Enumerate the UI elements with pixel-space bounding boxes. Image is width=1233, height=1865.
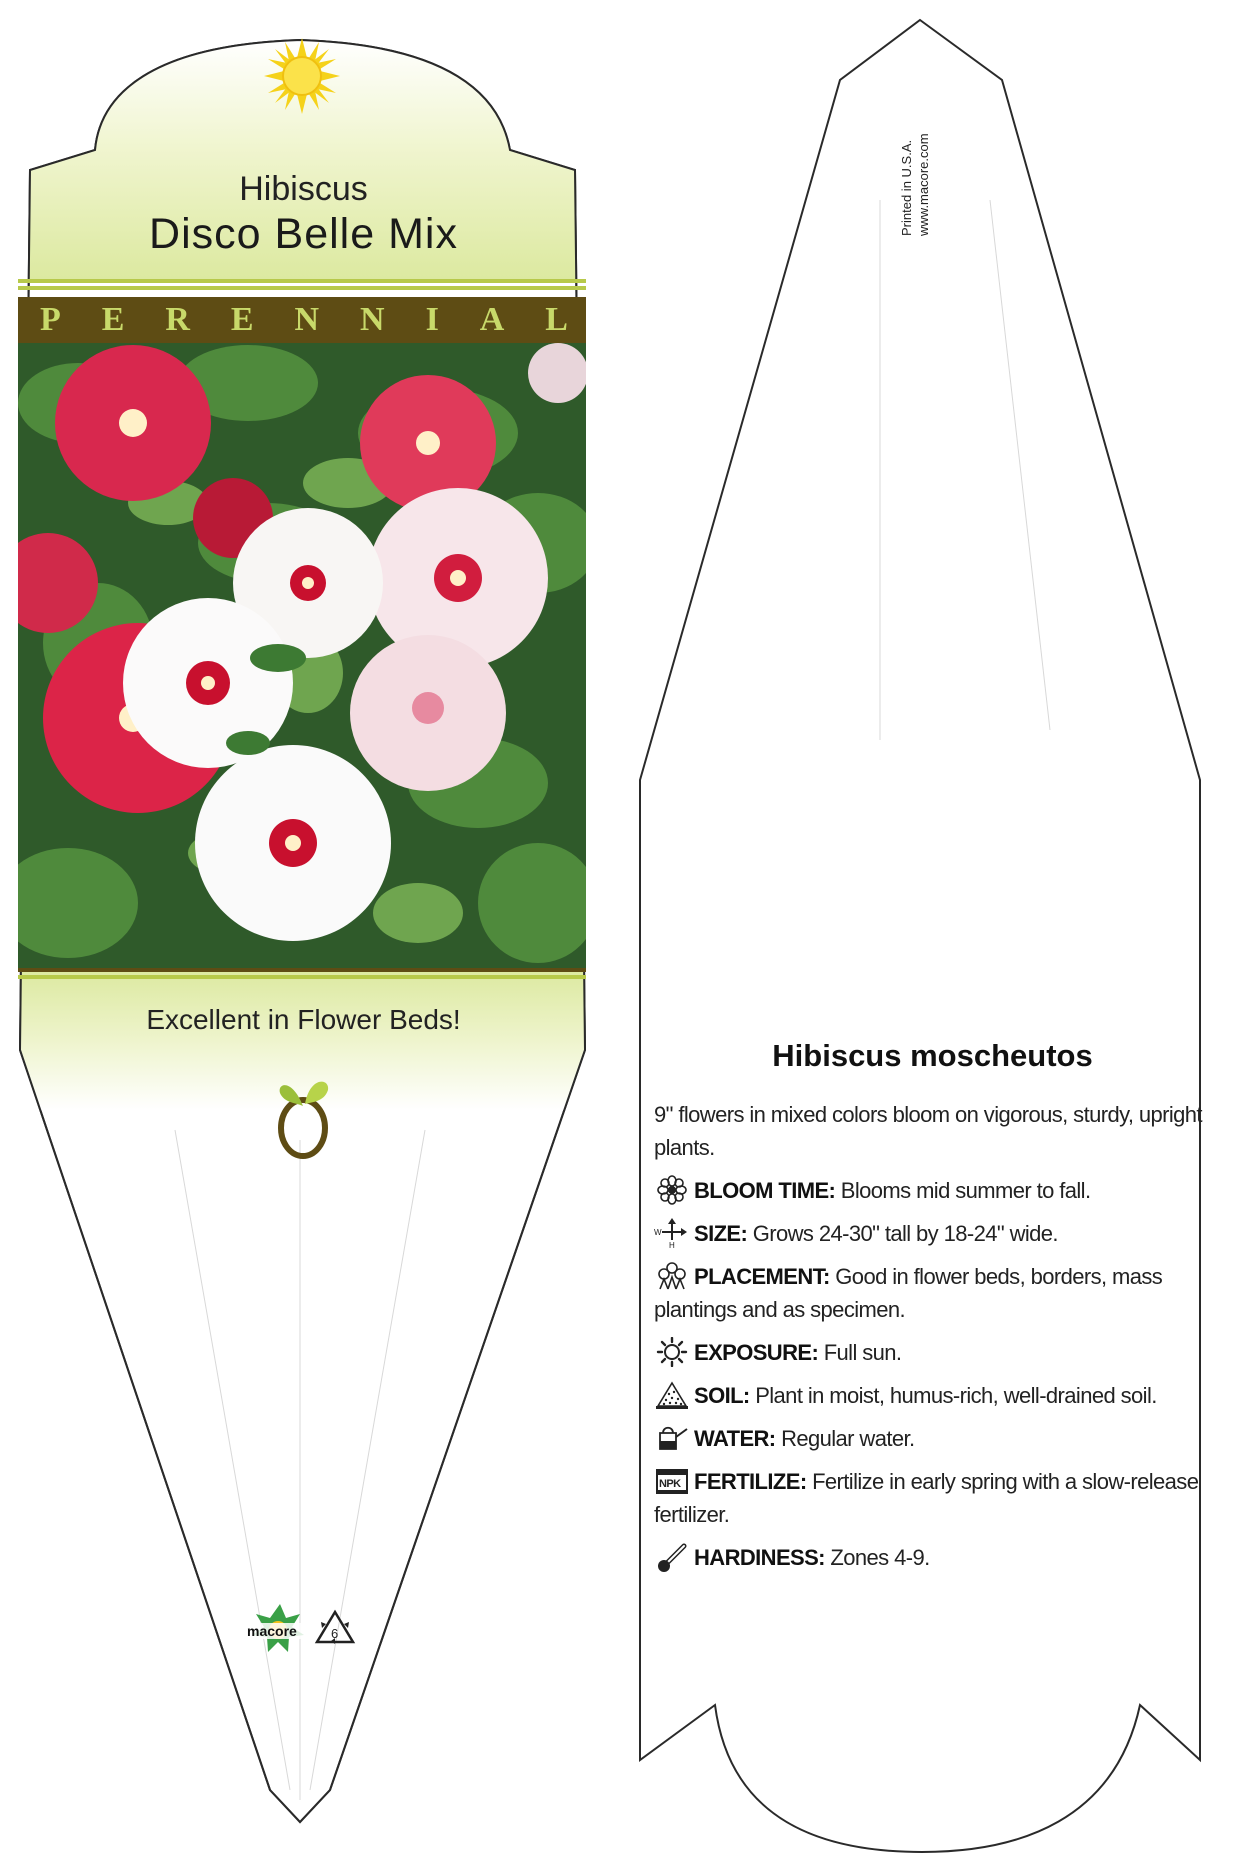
info-text: Plant in moist, humus-rich, well-drained soil.: [755, 1383, 1157, 1408]
info-text: Grows 24-30" tall by 18-24" wide.: [752, 1221, 1058, 1246]
info-label: HARDINESS:: [694, 1545, 825, 1570]
info-text: Zones 4-9.: [830, 1545, 930, 1570]
sun-outline-icon: [654, 1337, 690, 1367]
category-letter: L: [545, 301, 568, 338]
brand-logo: [240, 1600, 370, 1660]
recycle-code: 6: [331, 1626, 339, 1641]
info-text: Good in flower beds, borders, mass plantings and as specimen.: [654, 1264, 1163, 1322]
printed-website: www.macore.com: [916, 133, 931, 236]
svg-text:H: H: [669, 1241, 675, 1248]
back-tag-shape: [640, 20, 1200, 1852]
npk-icon: [654, 1466, 690, 1496]
info-text: Fertilize in early spring with a slow-release fertilizer.: [654, 1469, 1199, 1527]
plant-variety: Disco Belle Mix: [149, 210, 458, 258]
info-size: [654, 1217, 1214, 1250]
info-soil: [654, 1379, 1214, 1412]
botanical-name: Hibiscus moscheutos: [772, 1038, 1093, 1073]
thermometer-icon: [654, 1542, 690, 1572]
info-text: Blooms mid summer to fall.: [840, 1178, 1091, 1203]
category-letter: R: [165, 301, 190, 338]
info-label: EXPOSURE:: [694, 1340, 819, 1365]
info-label: BLOOM TIME:: [694, 1178, 836, 1203]
soil-icon: [654, 1380, 690, 1410]
info-fertilize: [654, 1465, 1214, 1531]
care-info: [654, 1098, 1214, 1574]
svg-text:NPK: NPK: [659, 1478, 681, 1490]
seedling-icon: [272, 1068, 334, 1160]
printed-note: [898, 96, 1128, 246]
info-label: WATER:: [694, 1426, 776, 1451]
category-letter: E: [230, 301, 254, 338]
info-bloom-time: [654, 1174, 1214, 1207]
info-text: Regular water.: [781, 1426, 915, 1451]
flower-icon: [654, 1175, 690, 1205]
recycle-icon: [317, 1612, 353, 1644]
category-letter: E: [101, 301, 125, 338]
category-letter: P: [40, 301, 61, 338]
info-water: [654, 1422, 1214, 1455]
category-letter: N: [360, 301, 385, 338]
info-label: PLACEMENT:: [694, 1264, 830, 1289]
category-letter: A: [479, 301, 505, 338]
info-hardiness: [654, 1541, 1214, 1574]
category-band: [18, 297, 586, 343]
category-letter: I: [425, 301, 439, 338]
plant-photo: [18, 343, 586, 968]
tagline: Excellent in Flower Beds!: [146, 1004, 461, 1035]
watering-can-icon: [654, 1423, 690, 1453]
description: 9" flowers in mixed colors bloom on vigorous, sturdy, upright plants.: [654, 1102, 1202, 1160]
info-label: SIZE:: [694, 1221, 748, 1246]
printed-origin: Printed in U.S.A.: [899, 139, 914, 236]
plant-genus: Hibiscus: [239, 170, 368, 208]
brand-name: macore: [247, 1623, 297, 1639]
category-label: [40, 301, 568, 339]
sun-icon: [262, 36, 342, 116]
svg-text:W: W: [654, 1228, 661, 1237]
info-placement: [654, 1260, 1214, 1326]
info-exposure: [654, 1336, 1214, 1369]
info-label: SOIL:: [694, 1383, 750, 1408]
category-letter: N: [294, 301, 320, 338]
info-label: FERTILIZE:: [694, 1469, 807, 1494]
info-text: Full sun.: [823, 1340, 902, 1365]
plant-group-icon: [654, 1261, 690, 1291]
size-icon: [654, 1218, 690, 1248]
